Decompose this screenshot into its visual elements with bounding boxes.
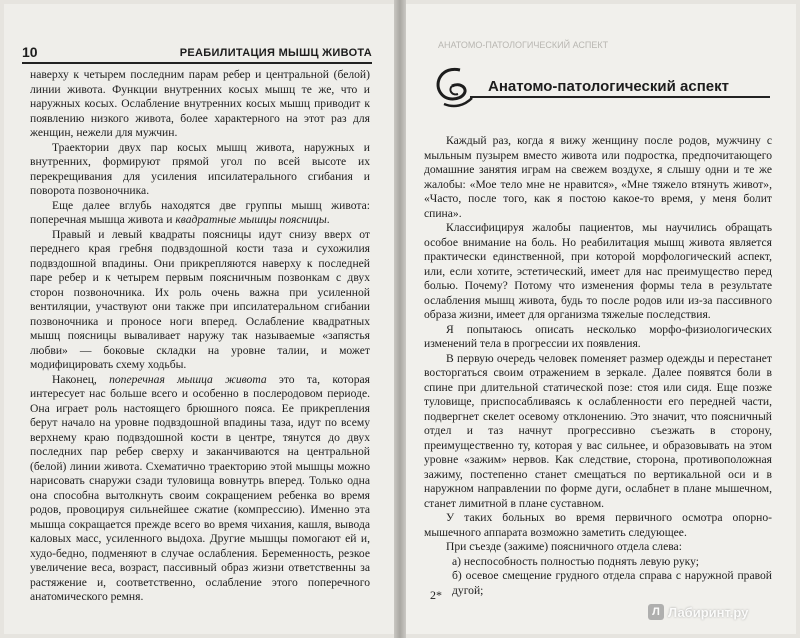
- running-title: РЕАБИЛИТАЦИЯ МЫШЦ ЖИВОТА: [179, 47, 372, 59]
- italic-term: поперечная мышца живота: [109, 372, 267, 386]
- list-item: б) осевое смещение грудного отдела справа с наружной правой дугой;: [452, 569, 772, 597]
- watermark-text: Лабиринт.ру: [668, 604, 749, 620]
- section-heading: [430, 62, 770, 112]
- left-paragraph: [30, 199, 370, 228]
- watermark-badge-icon: Л: [648, 604, 664, 620]
- right-paragraph: Классифицируя жалобы пациентов, мы научились обращать особое внимание на боль. Но реабилитация мышц живота является практически единственной, при которой морфологический аспект, или, если хотите, эстетический, имеет для нас преимущество перед болью. Почему? Потому что изменения формы тела в результате ослабления мышц живота, будь то после родов или из-за пассивного образа жизни, имеет для организма тяжелые последствия.: [424, 221, 772, 321]
- italic-term: квадратные мышцы поясницы: [175, 213, 327, 226]
- left-paragraph: Правый и левый квадраты поясницы идут снизу вверх от переднего края гребня подвздошной кости таза и сухожилия подвздошной впадины. Они прикрепляются наверху к последней паре ребер и к четырем первым поясничным позвонкам с двух сторон позвоночника. Их роль очень важна при усиленной вентиляции, участвуют они также при ипсилатеральном сгибании позвоночника и проносе ноги вперед. Ослабление квадратных мышц поясницы вываливает наружу так называемые «запястья любви» — боковые складки на уровне талии, и может модифицировать схему ходьбы.: [30, 227, 370, 371]
- left-page-number: 10: [22, 44, 38, 60]
- right-paragraph: Я попытаюсь описать несколько морфо-физиологических изменений тела в прогрессии их появления.: [424, 322, 772, 350]
- section-ornament-icon: [430, 62, 490, 112]
- section-title: Анатомо-патологический аспект: [488, 78, 729, 95]
- right-page-number: 2*: [430, 588, 442, 602]
- left-paragraph: Траектории двух пар косых мышц живота, наружных и внутренних, формируют прямой угол по всей высоте их перекрещивания для усиления ипсилатерального сгибания и поворота позвоночника.: [30, 140, 370, 197]
- list-item: а) неспособность полностью поднять левую руку;: [452, 554, 699, 568]
- book-gutter: [394, 0, 406, 638]
- right-paragraph: При съезде (зажиме) поясничного отдела слева:: [446, 540, 682, 553]
- faded-running-head: АНАТОМО-ПАТОЛОГИЧЕСКИЙ АСПЕКТ: [438, 40, 609, 50]
- right-paragraph: В первую очередь человек поменяет размер одежды и перестанет восторгаться своим отражением в зеркале. Далее появятся боли в спине при длительной статической позе: стоя или сидя. Еще позже туловище, приспосабливаясь к ослабленности его передней части, подвергнет скелет осевому отклонению. Это значит, что поясничный отдел и таз начнут прогрессивно съезжать в сторону, преимущественно ту, которая у вас сильнее, и образовывать на этом уровне «зажим» нервов. Как следствие, сторона, противоположная зажиму, постепенно станет смещаться по вертикальной оси и в наружном направлении по форме дуги, ослабнет в плане мышечном, станет лимитной в плане суставном.: [424, 351, 772, 510]
- heading-rule: [470, 96, 770, 98]
- left-paragraph: [30, 373, 370, 605]
- left-paragraph-text: это та, которая интересует нас больше всего и особенно в послеродовом периоде. Она играет роль настоящего брюшного пояса. Ее прикрепления берут начало на уровне подвздошной впадины таза, идут по всему верхнему краю подвздошной кости в центре, тянутся до двух последних пар ребер сверху и заканчиваются на центральной (белой) линии живота. Схематично траекторию этой мышцы можно нарисовать снаружи сзади туловища вовнутрь вперед. Только одна она способна вытолкнуть своим сокращением ребенка во время родов, провоцируя сильнейшее сжатие (компрессию). Именно эта мышца сокращается прежде всего во время чихания, кашля, вывода каловых масс, усиленного выдоха. Другие мышцы помогают ей и, худо-бедно, подменяют в случае ослабления. Беременность, резкое увеличение веса, возраст, пассивный образ жизни ответственны за растяжение и, соответственно, ослабление этого поперечного анатомического ремня.: [30, 372, 370, 603]
- left-body-text: [30, 68, 370, 605]
- right-paragraph: Каждый раз, когда я вижу женщину после родов, мужчину с мыльным пузырем вместо живота или подростка, предпочитающего домашние занятия играм на свежем воздухе, я слышу одни и те же жалобы: «Мое тело мне не нравится», «Мне тяжело втянуть живот», «Часто, после того, как я постою какое-то время, у меня болит спина».: [424, 134, 772, 220]
- left-paragraph-text: .: [326, 213, 330, 226]
- left-paragraph-text: Еще далее вглубь находятся две группы мышц живота: поперечная мышца живота и: [30, 198, 370, 226]
- right-body-text: [424, 134, 772, 598]
- right-paragraph: У таких больных во время первичного осмотра опорно-мышечного аппарата возможно заметить следующее.: [424, 511, 772, 539]
- watermark: [648, 604, 748, 620]
- left-paragraph: наверху к четырем последним парам ребер и центральной (белой) линии живота. Функции внутренних косых мышц те же, что и наружных косых. Ослабление внутренних косых мышц приводит к появлению низкого живота, более характерного на этот раз для женщин, нежели для мужчин.: [30, 68, 370, 139]
- left-running-head: [22, 42, 372, 64]
- left-paragraph-text: Наконец,: [52, 372, 110, 386]
